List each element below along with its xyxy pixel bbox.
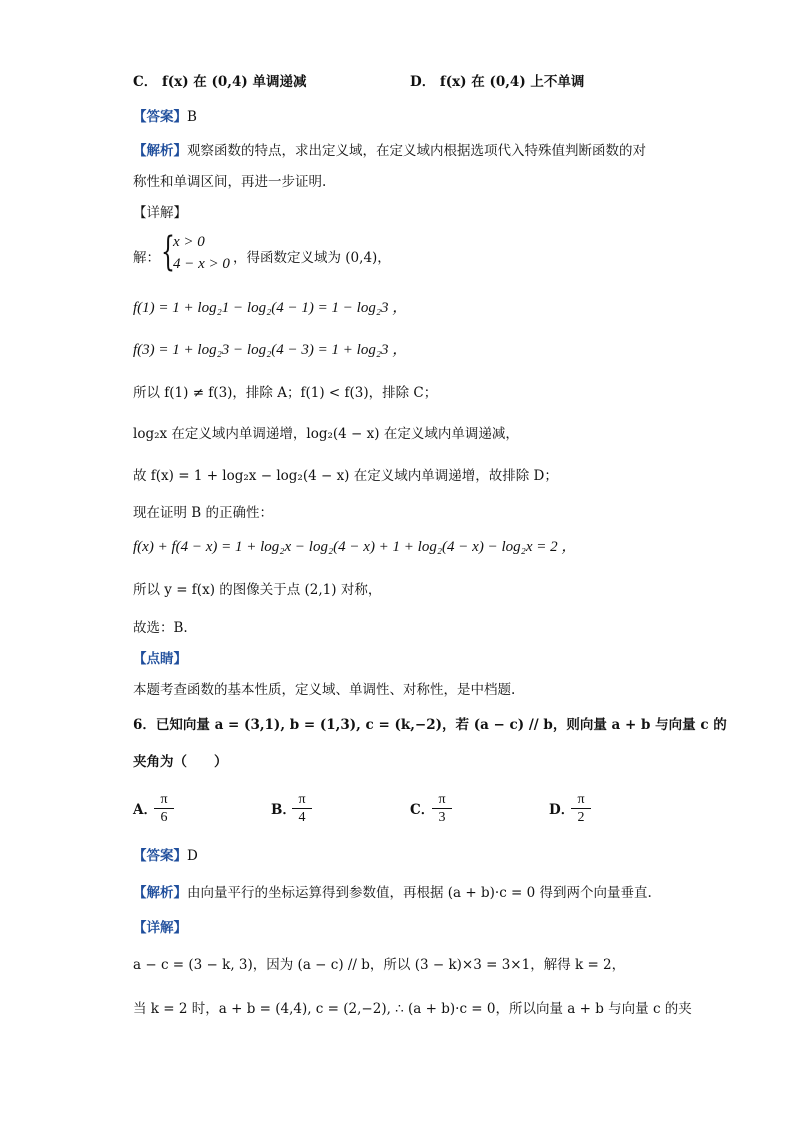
comment-text: 本题考查函数的基本性质，定义域、单调性、对称性，是中档题. bbox=[133, 682, 516, 698]
q5-analysis-line-2: 称性和单调区间，再进一步证明. bbox=[133, 174, 327, 190]
option-b-letter: B． bbox=[271, 802, 296, 818]
option-d6-letter: D． bbox=[549, 802, 575, 818]
choose-line: 故选：B. bbox=[133, 620, 188, 636]
analysis-text: 观察函数的特点，求出定义域，在定义域内根据选项代入特殊值判断函数的对 bbox=[187, 143, 646, 159]
option-c6-letter: C． bbox=[410, 802, 435, 818]
sys-line-2: 4 − x > 0 bbox=[173, 256, 230, 272]
q6-analysis-tag: 【解析】 bbox=[133, 885, 187, 901]
option-c-den: 3 bbox=[438, 810, 446, 825]
option-d bbox=[410, 72, 584, 92]
option-a-num: π bbox=[154, 792, 174, 809]
q5-analysis-line-1 bbox=[133, 141, 646, 161]
symmetry-eq: f(x) + f(4 − x) = 1 + log₂x − log₂(4 − x) + 1 + log₂(4 − x) − log₂x = 2 ， bbox=[133, 539, 577, 555]
q6-detail-tag: 【详解】 bbox=[133, 920, 187, 936]
answer-tag: 【答案】 bbox=[133, 109, 187, 125]
option-a-letter: A． bbox=[133, 802, 157, 818]
option-d-text: f(x) 在 (0,4) 上不单调 bbox=[439, 74, 585, 90]
option-b-den: 4 bbox=[298, 810, 306, 825]
option-b-fraction bbox=[292, 792, 312, 827]
sys-line-1: x > 0 bbox=[173, 234, 205, 250]
option-c bbox=[133, 72, 306, 92]
solve-prefix: 解： bbox=[133, 250, 160, 266]
q6-answer-value: D bbox=[187, 848, 198, 864]
comment-tag: 【点睛】 bbox=[133, 651, 187, 667]
option-d-num: π bbox=[571, 792, 591, 809]
option-d-letter: D． bbox=[410, 74, 436, 90]
option-a-fraction bbox=[154, 792, 174, 827]
analysis-tag: 【解析】 bbox=[133, 143, 187, 159]
option-c-letter: C． bbox=[133, 74, 158, 90]
q6-detail-line-1: a − c = (3 − k, 3)，因为 (a − c) // b，所以 (3 − k)×3 = 3×1，解得 k = 2， bbox=[133, 957, 626, 973]
q5-detail-tag: 【详解】 bbox=[133, 205, 187, 221]
q5-answer bbox=[133, 107, 197, 127]
q6-answer bbox=[133, 846, 198, 866]
option-b-num: π bbox=[292, 792, 312, 809]
q6-stem-line-1: 6．已知向量 a = (3,1), b = (1,3), c = (k,−2)，若 (a − c) // b，则向量 a + b 与向量 c 的 bbox=[133, 717, 727, 733]
answer-value: B bbox=[187, 109, 197, 125]
q6-analysis bbox=[133, 883, 652, 903]
option-d-den: 2 bbox=[577, 810, 585, 825]
option-d-fraction bbox=[571, 792, 591, 827]
mono-line: log₂x 在定义域内单调递增，log₂(4 − x) 在定义域内单调递减， bbox=[133, 426, 519, 442]
option-c-fraction bbox=[432, 792, 452, 827]
q6-option-c bbox=[410, 800, 434, 820]
exclude-line: 所以 f(1) ≠ f(3)，排除 A；f(1) < f(3)，排除 C； bbox=[133, 385, 438, 401]
domain-text: ，得函数定义域为 (0,4)， bbox=[233, 250, 391, 266]
f3-eq: f(3) = 1 + log₂3 − log₂(4 − 3) = 1 + log₂3 ， bbox=[133, 342, 408, 358]
therefore-line: 故 f(x) = 1 + log₂x − log₂(4 − x) 在定义域内单调递增，故排除 D； bbox=[133, 468, 558, 484]
option-a-den: 6 bbox=[160, 810, 168, 825]
q6-answer-tag: 【答案】 bbox=[133, 848, 187, 864]
q6-detail-line-2: 当 k = 2 时，a + b = (4,4), c = (2,−2), ∴ (a + b)·c = 0，所以向量 a + b 与向量 c 的夹 bbox=[133, 1001, 692, 1017]
prove-line: 现在证明 B 的正确性： bbox=[133, 505, 274, 521]
q6-analysis-text: 由向量平行的坐标运算得到参数值，再根据 (a + b)·c = 0 得到两个向量垂直. bbox=[187, 885, 652, 901]
q6-stem-line-2: 夹角为（ ） bbox=[133, 754, 228, 770]
option-c-num: π bbox=[432, 792, 452, 809]
f1-eq: f(1) = 1 + log₂1 − log₂(4 − 1) = 1 − log₂3 ， bbox=[133, 300, 408, 316]
symmetry-conclusion: 所以 y = f(x) 的图像关于点 (2,1) 对称， bbox=[133, 582, 382, 598]
option-c-text: f(x) 在 (0,4) 单调递减 bbox=[161, 74, 307, 90]
brace: { bbox=[161, 229, 175, 275]
